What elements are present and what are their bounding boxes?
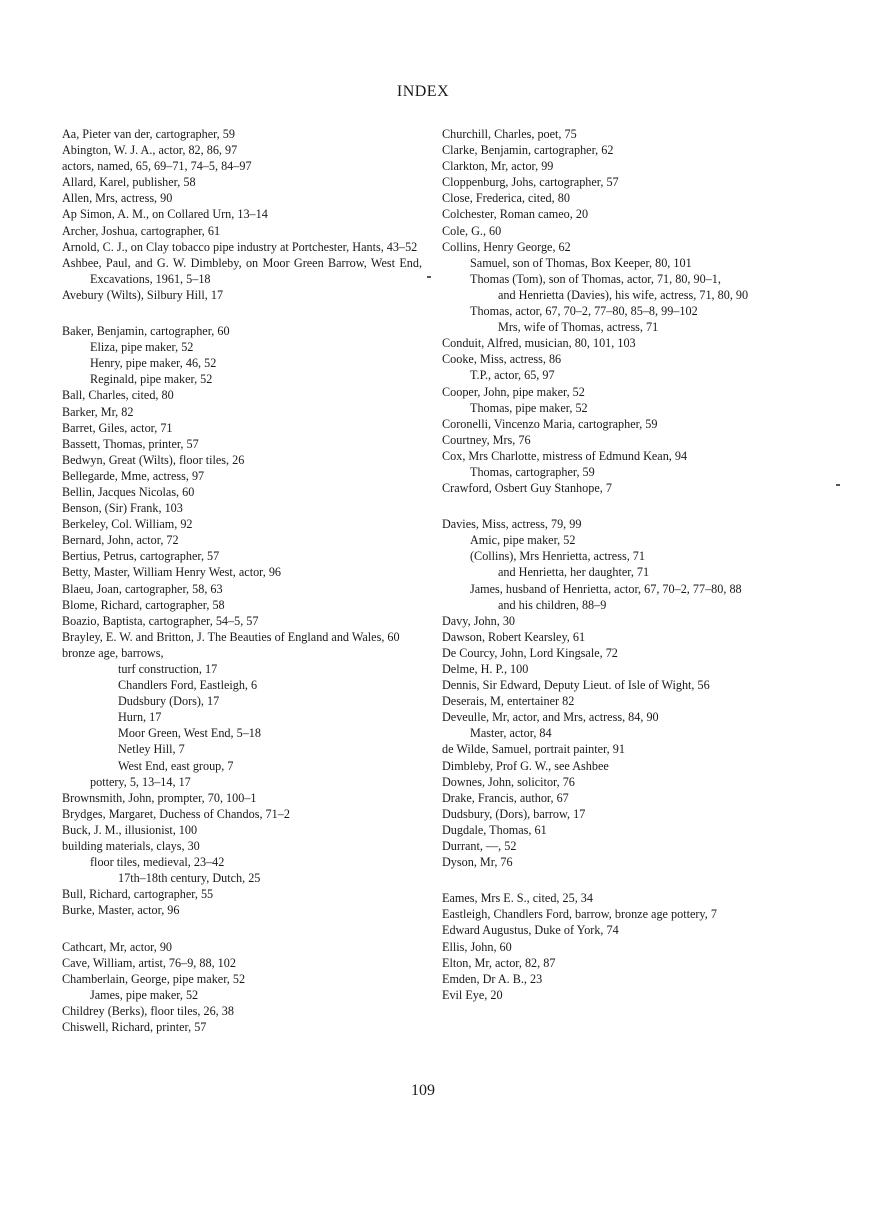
index-entry: Cave, William, artist, 76–9, 88, 102 — [62, 955, 236, 970]
index-entry: Eliza, pipe maker, 52 — [90, 340, 194, 355]
index-column-left — [62, 126, 422, 1035]
index-entry: and Henrietta, her daughter, 71 — [498, 565, 650, 580]
index-entry: Cole, G., 60 — [442, 223, 502, 238]
index-entry: Dennis, Sir Edward, Deputy Lieut. of Isle of Wight, 56 — [442, 678, 710, 693]
index-entry: Burke, Master, actor, 96 — [62, 903, 180, 918]
index-entry: Dudsbury (Dors), 17 — [118, 694, 220, 709]
index-entry: Churchill, Charles, poet, 75 — [442, 127, 577, 141]
index-column-right — [442, 126, 782, 1003]
index-entry: Netley Hill, 7 — [118, 742, 185, 757]
section-gap — [62, 919, 422, 939]
index-entry: West End, east group, 7 — [118, 758, 234, 773]
index-entry: Bellin, Jacques Nicolas, 60 — [62, 484, 195, 499]
index-entry: Abington, W. J. A., actor, 82, 86, 97 — [62, 143, 238, 158]
index-entry: (Collins), Mrs Henrietta, actress, 71 — [470, 549, 645, 564]
index-entry: Chiswell, Richard, printer, 57 — [62, 1019, 207, 1034]
index-entry: Dawson, Robert Kearsley, 61 — [442, 629, 586, 644]
index-entry: Henry, pipe maker, 46, 52 — [90, 356, 217, 371]
index-entry: Collins, Henry George, 62 — [442, 239, 571, 254]
index-entry: Cloppenburg, Johs, cartographer, 57 — [442, 175, 619, 190]
index-entry: Chamberlain, George, pipe maker, 52 — [62, 971, 246, 986]
index-entry: Bedwyn, Great (Wilts), floor tiles, 26 — [62, 452, 245, 467]
index-entry: Brownsmith, John, prompter, 70, 100–1 — [62, 790, 257, 805]
section-gap — [62, 303, 422, 323]
index-entry: Colchester, Roman cameo, 20 — [442, 207, 589, 222]
index-entry: Thomas, cartographer, 59 — [470, 464, 595, 479]
stray-mark — [427, 276, 431, 278]
index-entry: Master, actor, 84 — [470, 726, 552, 741]
index-entry: Crawford, Osbert Guy Stanhope, 7 — [442, 481, 612, 496]
index-entry: Courtney, Mrs, 76 — [442, 432, 531, 447]
index-entry: turf construction, 17 — [118, 662, 218, 676]
index-entry: Davies, Miss, actress, 79, 99 — [442, 517, 582, 532]
index-entry: Arnold, C. J., on Clay tobacco pipe industry at Portchester, Hants, 43–52 — [62, 239, 418, 254]
index-entry: Berkeley, Col. William, 92 — [62, 517, 193, 532]
index-entry: Clarke, Benjamin, cartographer, 62 — [442, 143, 614, 158]
index-entry: Deveulle, Mr, actor, and Mrs, actress, 84, 90 — [442, 710, 659, 725]
section-gap — [442, 496, 782, 516]
index-entry: Childrey (Berks), floor tiles, 26, 38 — [62, 1003, 234, 1018]
index-entry: Ball, Charles, cited, 80 — [62, 388, 174, 403]
index-entry: and Henrietta (Davies), his wife, actress, 71, 80, 90 — [498, 287, 749, 302]
index-entry: Brydges, Margaret, Duchess of Chandos, 71–2 — [62, 806, 290, 821]
index-entry: Moor Green, West End, 5–18 — [118, 726, 261, 741]
index-entry: Mrs, wife of Thomas, actress, 71 — [498, 320, 659, 335]
index-entry: James, husband of Henrietta, actor, 67, 70–2, 77–80, 88 — [470, 581, 742, 596]
index-entry: Cooper, John, pipe maker, 52 — [442, 384, 585, 399]
index-entry: Clarkton, Mr, actor, 99 — [442, 159, 554, 174]
index-entry: Coronelli, Vincenzo Maria, cartographer, 59 — [442, 416, 658, 431]
index-entry: Boazio, Baptista, cartographer, 54–5, 57 — [62, 613, 259, 628]
index-entry: pottery, 5, 13–14, 17 — [90, 774, 191, 789]
index-entry: Betty, Master, William Henry West, actor, 96 — [62, 565, 282, 580]
index-entry: Downes, John, solicitor, 76 — [442, 774, 575, 789]
index-entry: Elton, Mr, actor, 82, 87 — [442, 955, 556, 970]
index-entry: Aa, Pieter van der, cartographer, 59 — [62, 127, 235, 141]
stray-mark — [836, 484, 840, 486]
index-entry: Thomas, pipe maker, 52 — [470, 400, 588, 415]
index-entry: De Courcy, John, Lord Kingsale, 72 — [442, 645, 618, 660]
index-entry: T.P., actor, 65, 97 — [470, 368, 555, 383]
index-entry: Thomas (Tom), son of Thomas, actor, 71, 80, 90–1, — [470, 271, 721, 286]
index-entry: Close, Frederica, cited, 80 — [442, 191, 570, 206]
index-entry: Davy, John, 30 — [442, 613, 516, 628]
index-entry: Blome, Richard, cartographer, 58 — [62, 597, 225, 612]
index-entry: Drake, Francis, author, 67 — [442, 790, 569, 805]
index-entry: Archer, Joshua, cartographer, 61 — [62, 223, 221, 238]
index-entry: Eames, Mrs E. S., cited, 25, 34 — [442, 891, 593, 906]
index-entry: Conduit, Alfred, musician, 80, 101, 103 — [442, 336, 636, 351]
section-gap — [442, 870, 782, 890]
index-entry: Samuel, son of Thomas, Box Keeper, 80, 101 — [470, 255, 692, 270]
index-entry: bronze age, barrows, — [62, 645, 164, 660]
index-entry: Evil Eye, 20 — [442, 987, 503, 1002]
index-entry: Dimbleby, Prof G. W., see Ashbee — [442, 758, 609, 773]
index-entry: Bernard, John, actor, 72 — [62, 533, 179, 548]
index-entry: Buck, J. M., illusionist, 100 — [62, 822, 198, 837]
index-entry: Hurn, 17 — [118, 710, 162, 725]
index-entry: Ap Simon, A. M., on Collared Urn, 13–14 — [62, 207, 268, 222]
index-entry: Dugdale, Thomas, 61 — [442, 822, 547, 837]
index-entry: Bassett, Thomas, printer, 57 — [62, 436, 199, 451]
index-entry: Bellegarde, Mme, actress, 97 — [62, 468, 205, 483]
index-entry: Ellis, John, 60 — [442, 939, 512, 954]
index-entry: 17th–18th century, Dutch, 25 — [118, 871, 261, 886]
index-entry: actors, named, 65, 69–71, 74–5, 84–97 — [62, 159, 252, 174]
index-entry: Edward Augustus, Duke of York, 74 — [442, 923, 619, 938]
index-entry: Dyson, Mr, 76 — [442, 855, 513, 870]
page-number: 109 — [411, 1082, 435, 1099]
page-title: INDEX — [396, 83, 450, 100]
index-entry: Amic, pipe maker, 52 — [470, 533, 576, 548]
index-entry: Blaeu, Joan, cartographer, 58, 63 — [62, 581, 223, 596]
index-entry: Dudsbury, (Dors), barrow, 17 — [442, 806, 586, 821]
index-entry: Brayley, E. W. and Britton, J. The Beauties of England and Wales, 60 — [62, 629, 400, 644]
index-entry: Cathcart, Mr, actor, 90 — [62, 939, 173, 954]
index-entry: Allard, Karel, publisher, 58 — [62, 175, 196, 190]
index-entry: Barker, Mr, 82 — [62, 404, 134, 419]
index-entry: Avebury (Wilts), Silbury Hill, 17 — [62, 287, 224, 302]
index-entry: Baker, Benjamin, cartographer, 60 — [62, 324, 230, 339]
index-entry: Benson, (Sir) Frank, 103 — [62, 501, 183, 516]
index-entry: Chandlers Ford, Eastleigh, 6 — [118, 678, 258, 693]
index-entry: Barret, Giles, actor, 71 — [62, 420, 173, 435]
index-entry: building materials, clays, 30 — [62, 839, 200, 854]
index-entry: Cox, Mrs Charlotte, mistress of Edmund Kean, 94 — [442, 448, 688, 463]
index-entry: Allen, Mrs, actress, 90 — [62, 191, 173, 206]
index-entry: Ashbee, Paul, and G. W. Dimbleby, on Moor Green Barrow, West End, Excavations, 1961, 5–18 — [62, 255, 422, 286]
index-entry: Reginald, pipe maker, 52 — [90, 372, 213, 387]
index-entry: Emden, Dr A. B., 23 — [442, 971, 543, 986]
index-entry: floor tiles, medieval, 23–42 — [90, 855, 225, 870]
index-entry: Bertius, Petrus, cartographer, 57 — [62, 549, 220, 564]
index-entry: Delme, H. P., 100 — [442, 662, 529, 676]
index-entry: Cooke, Miss, actress, 86 — [442, 352, 562, 367]
index-entry: Bull, Richard, cartographer, 55 — [62, 887, 214, 902]
index-entry: Eastleigh, Chandlers Ford, barrow, bronze age pottery, 7 — [442, 907, 717, 922]
index-entry: and his children, 88–9 — [498, 597, 607, 612]
index-entry: Thomas, actor, 67, 70–2, 77–80, 85–8, 99–102 — [470, 304, 698, 319]
index-entry: Deserais, M, entertainer 82 — [442, 694, 575, 709]
index-entry: Durrant, —, 52 — [442, 839, 517, 854]
index-entry: de Wilde, Samuel, portrait painter, 91 — [442, 742, 625, 757]
index-entry: James, pipe maker, 52 — [90, 987, 199, 1002]
